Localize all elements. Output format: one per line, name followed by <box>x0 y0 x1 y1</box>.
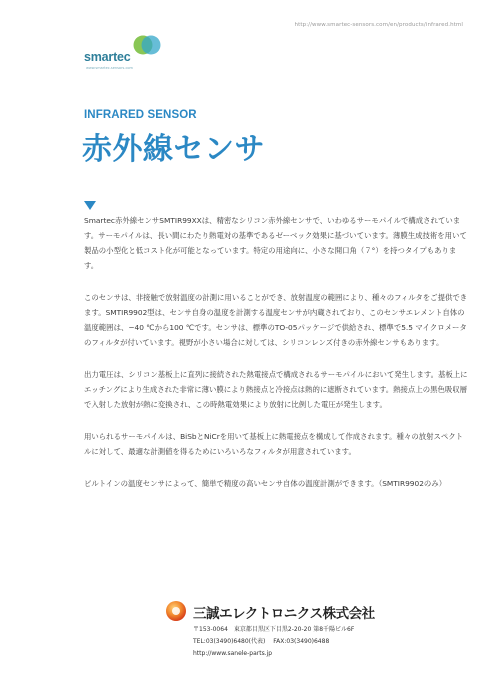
logo-subtext: www.smartec-sensors.com <box>86 66 133 70</box>
source-url: http://www.smartec-sensors.com/en/products/infrared.html <box>294 22 463 28</box>
section-kicker: INFRARED SENSOR <box>84 109 197 121</box>
company-address: 〒153-0064 東京都目黒区下目黒2-20-20 第8千陽ビル6F <box>193 626 355 633</box>
paragraph: ビルトインの温度センサによって、簡単で精度の高いセンサ自体の温度計測ができます。（SMTIR9902のみ） <box>84 479 447 488</box>
paragraph: 出力電圧は、シリコン基板上に直列に接続された熱電接点で構成されるサーモパイルにおいて発生します。基板上にエッチングにより生成された非常に薄い膜により熱接点と冷接点は熱的に遮断されています。熱接点上の黒色吸収層で入射した放射が熱に変換され、この時熱電効果により放射に比例した電圧が発生します。 <box>84 370 468 409</box>
company-website[interactable]: http://www.sanele-parts.jp <box>193 650 273 657</box>
company-phone: TEL:03(3490)6480(代表) FAX:03(3490)6488 <box>193 638 330 645</box>
company-footer <box>165 600 415 680</box>
body-text <box>84 213 468 508</box>
logo-circles-icon <box>132 34 162 56</box>
paragraph: Smartec赤外線センサSMTIR99XXは、精密なシリコン赤外線センサで、いわゆるサーモパイルで構成されています。サーモパイルは、長い間にわたり熱電対の基準であるゼーベック効果に基づいています。薄膜生成技術を用いて製品の小型化と低コスト化が可能となっています。特定の用途向に、小さな開口角（７°）を持つタイプもあります。 <box>84 216 467 270</box>
page-title: 赤外線センサ <box>82 132 265 167</box>
paragraph: このセンサは、非接触で放射温度の計測に用いることができ、放射温度の範囲により、種々のフィルタをご提供できます。SMTIR9902型は、センサ自身の温度を計測する温度センサが内蔵されており、このセンサエレメント自体の温度範囲は、−40 ℃から100 ℃です。センサは、標準のTO-05パッケージで供給され、標準で5.5 マイクロメータのフィルタが付いています。視野が小さい場合に対しては、シリコンレンズ付きの赤外線センサもあります。 <box>84 293 468 347</box>
logo-wordmark: smartec <box>84 50 131 64</box>
smartec-logo <box>84 34 164 70</box>
triangle-down-icon <box>84 201 96 211</box>
company-logo-icon <box>165 600 187 622</box>
company-name: 三誠エレクトロニクス株式会社 <box>193 606 375 622</box>
paragraph: 用いられるサーモパイルは、BiSbとNiCrを用いて基板上に熱電接点を構成して作成されます。種々の放射スペクトルに対して、最適な計測値を得るためにいろいろなフィルタが用意されています。 <box>84 432 464 456</box>
